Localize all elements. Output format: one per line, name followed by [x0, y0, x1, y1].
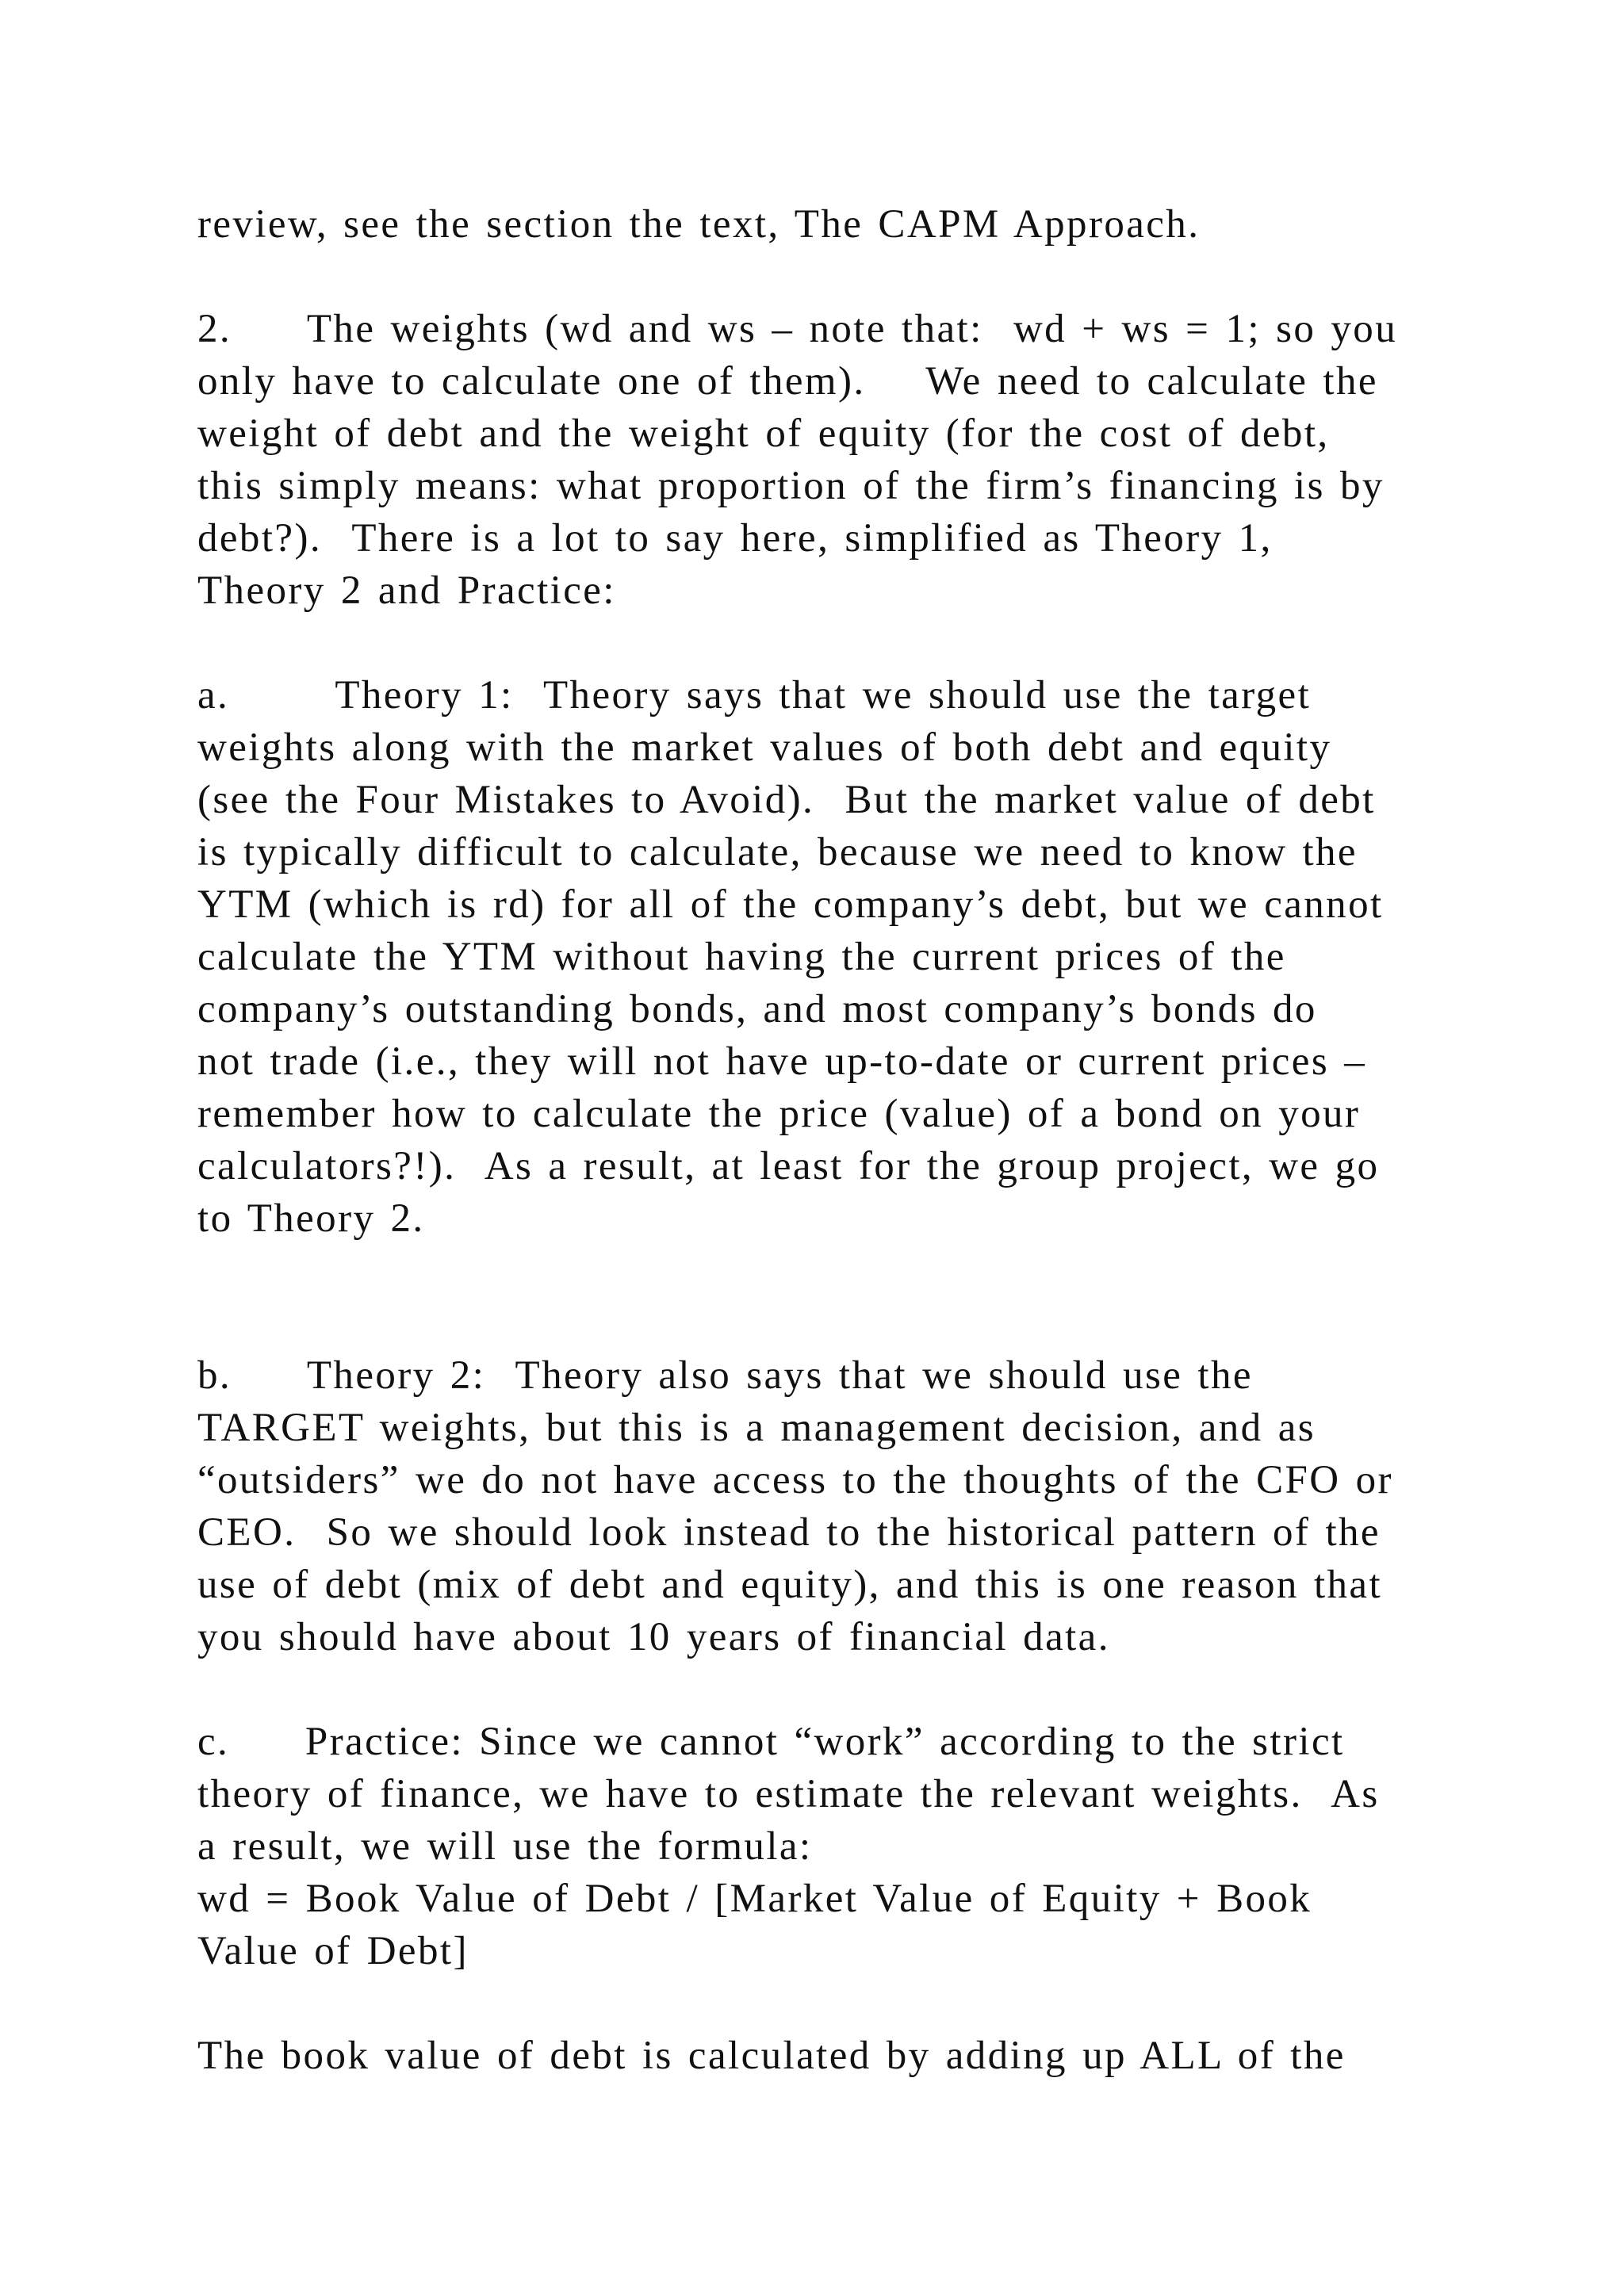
text-line: is typically difficult to calculate, because we need to know the	[197, 830, 1358, 874]
text-line: a. Theory 1: Theory says that we should use the target	[197, 673, 1312, 718]
text-line: not trade (i.e., they will not have up-to-date or current prices –	[197, 1039, 1367, 1084]
text-line: debt?). There is a lot to say here, simplified as Theory 1,	[197, 516, 1273, 561]
text-line: TARGET weights, but this is a management decision, and as	[197, 1406, 1316, 1450]
text-line: Theory 2 and Practice:	[197, 568, 616, 613]
text-line: company’s outstanding bonds, and most company’s bonds do	[197, 987, 1317, 1031]
text-line: c. Practice: Since we cannot “work” according to the strict	[197, 1720, 1345, 1764]
text-line: review, see the section the text, The CAPM Approach.	[197, 202, 1201, 247]
text-line: calculate the YTM without having the current prices of the	[197, 935, 1286, 979]
text-line: 2. The weights (wd and ws – note that: wd + ws = 1; so you	[197, 307, 1398, 351]
text-line: use of debt (mix of debt and equity), and this is one reason that	[197, 1563, 1383, 1607]
text-line: remember how to calculate the price (value) of a bond on your	[197, 1092, 1361, 1136]
text-line: a result, we will use the formula:	[197, 1824, 813, 1869]
text-line: (see the Four Mistakes to Avoid). But the market value of debt	[197, 778, 1376, 822]
text-line: CEO. So we should look instead to the historical pattern of the	[197, 1510, 1381, 1555]
text-line: b. Theory 2: Theory also says that we should use the	[197, 1353, 1253, 1398]
text-line: The book value of debt is calculated by adding up ALL of the	[197, 2034, 1346, 2078]
text-line: YTM (which is rd) for all of the company’s debt, but we cannot	[197, 882, 1384, 927]
text-line: weight of debt and the weight of equity (for the cost of debt,	[197, 411, 1330, 456]
text-line: Value of Debt]	[197, 1929, 469, 1973]
text-line: weights along with the market values of both debt and equity	[197, 725, 1332, 770]
text-line: wd = Book Value of Debt / [Market Value of Equity + Book	[197, 1877, 1312, 1921]
text-line: to Theory 2.	[197, 1196, 425, 1241]
text-line: “outsiders” we do not have access to the thoughts of the CFO or	[197, 1458, 1393, 1502]
text-line: calculators?!). As a result, at least for the group project, we go	[197, 1144, 1380, 1188]
text-line: only have to calculate one of them). We need to calculate the	[197, 359, 1378, 404]
text-line: this simply means: what proportion of the firm’s financing is by	[197, 464, 1385, 508]
text-line: theory of finance, we have to estimate the relevant weights. As	[197, 1772, 1380, 1816]
text-line: you should have about 10 years of financial data.	[197, 1615, 1110, 1659]
